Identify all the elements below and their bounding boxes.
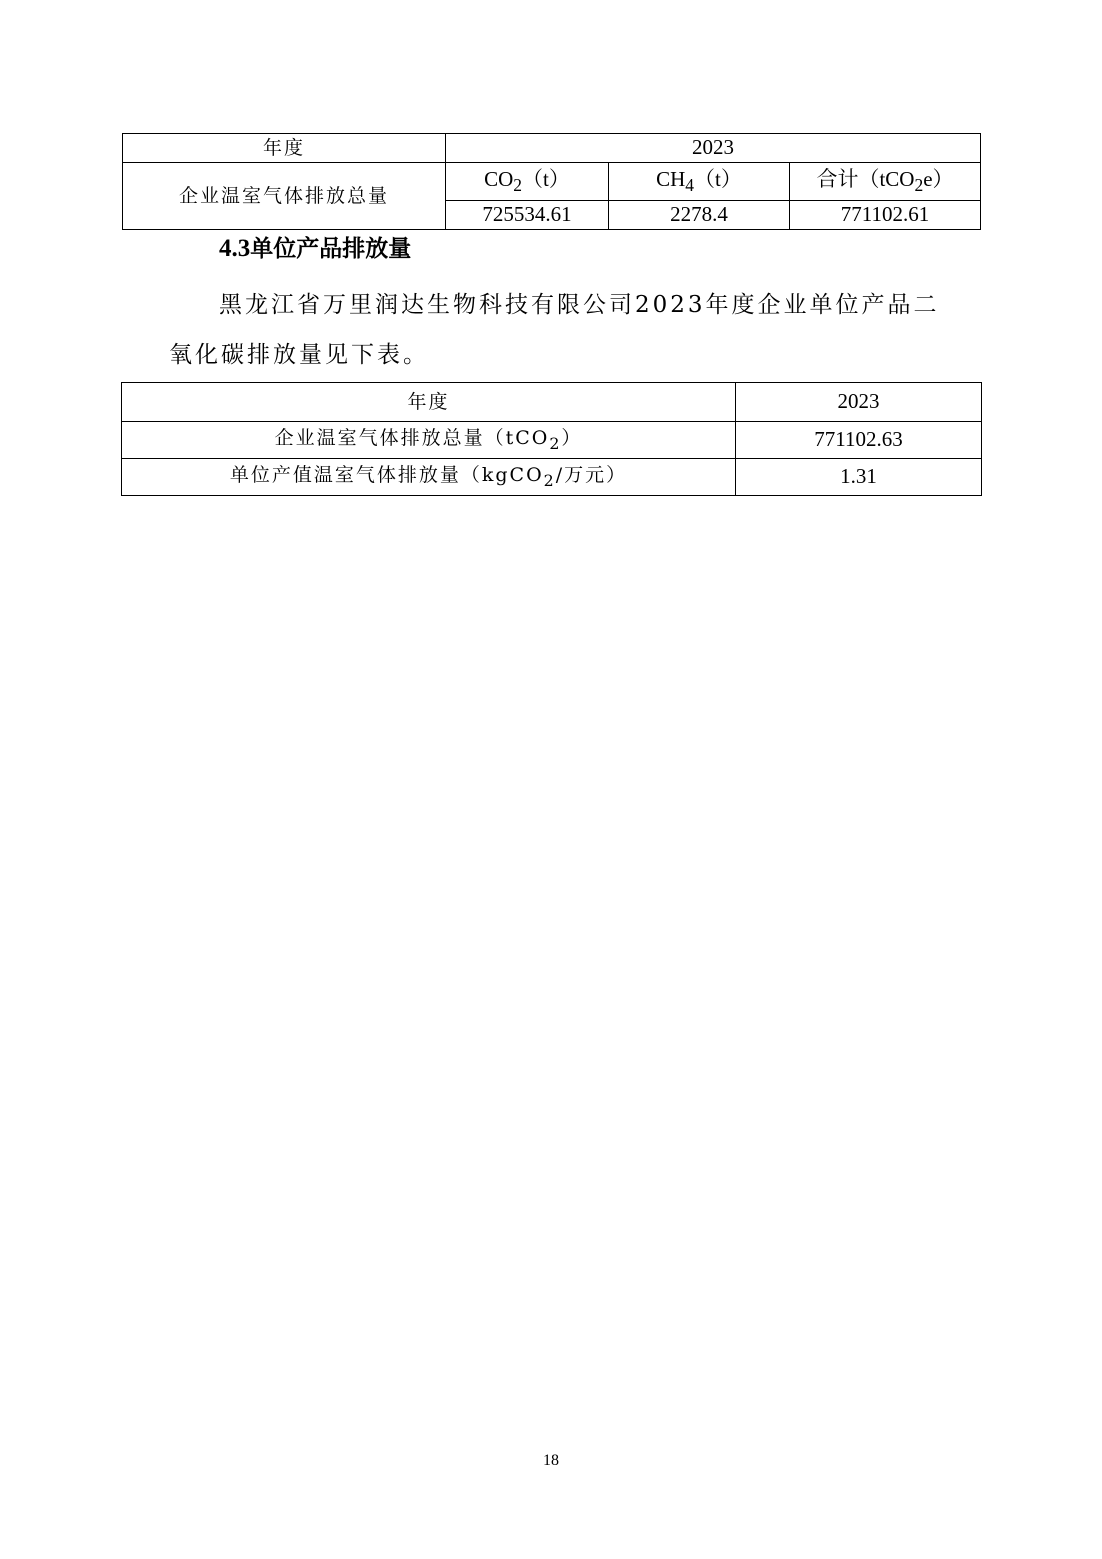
year-label-cell: 年度 bbox=[123, 134, 446, 163]
year-value-cell: 2023 bbox=[446, 134, 981, 163]
unit-emissions-table bbox=[121, 382, 982, 496]
co2-value-cell: 725534.61 bbox=[446, 201, 609, 230]
total-emissions-value-cell: 771102.63 bbox=[736, 422, 982, 459]
total-emissions-label-cell: 企业温室气体排放总量 bbox=[123, 163, 446, 230]
total-header-cell: 合计（tCO$_2$e） bbox=[790, 163, 981, 201]
section-title: 单位产品排放量 bbox=[250, 235, 412, 262]
unit-output-emissions-value-cell: 1.31 bbox=[736, 459, 982, 496]
ch4-value-cell: 2278.4 bbox=[609, 201, 790, 230]
emissions-total-table bbox=[122, 133, 981, 230]
body-paragraph: 黑龙江省万里润达生物科技有限公司2023年度企业单位产品二氧化碳排放量见下表。 bbox=[169, 292, 940, 368]
section-heading bbox=[219, 230, 411, 263]
co2-header-cell: $CO_2(t)$ bbox=[446, 163, 609, 201]
unit-output-emissions-label-cell: 单位产值温室气体排放量（kgCO$_2$/万元） bbox=[122, 459, 736, 496]
total-emissions-label-cell: 企业温室气体排放总量（tCO$_2$） bbox=[122, 422, 736, 459]
total-value-cell: 771102.61 bbox=[790, 201, 981, 230]
page-number: 18 bbox=[543, 1452, 559, 1469]
year-label-cell: 年度 bbox=[122, 383, 736, 422]
year-value-cell: 2023 bbox=[736, 383, 982, 422]
ch4-header-cell: $CH_4(t)$ bbox=[609, 163, 790, 201]
section-number: 4.3 bbox=[219, 235, 251, 262]
